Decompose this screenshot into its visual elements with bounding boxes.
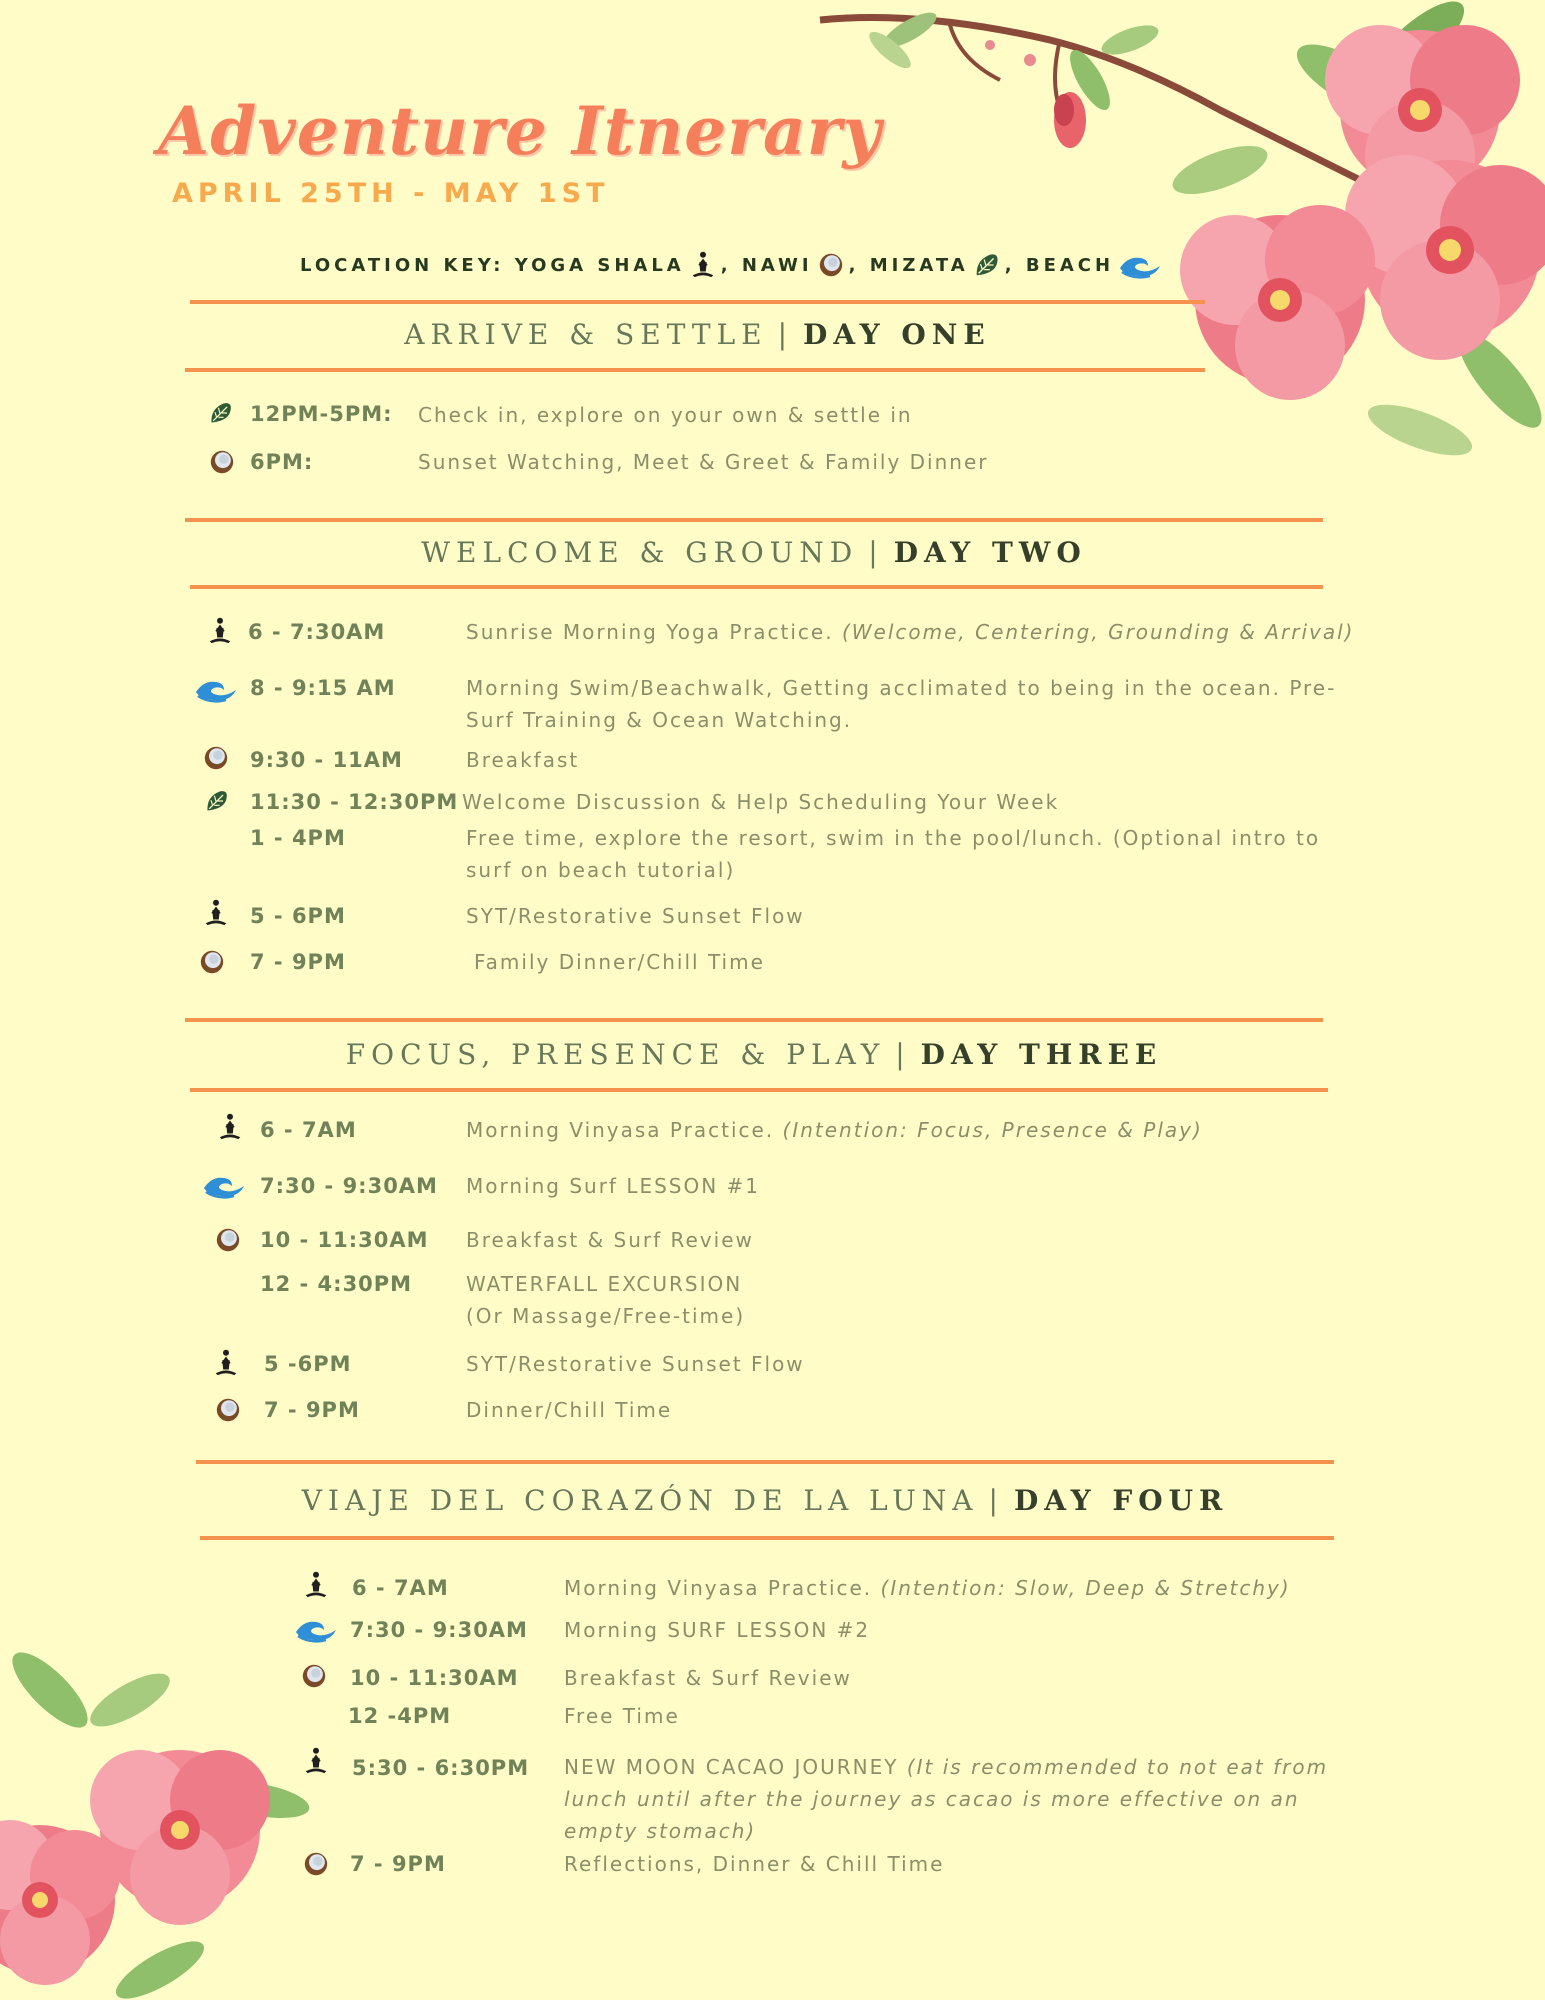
location-name: MIZATA [869, 254, 969, 276]
schedule-time: 12 - 4:30PM [260, 1272, 413, 1296]
day-number: DAY TWO [893, 536, 1087, 569]
schedule-time: 7 - 9PM [350, 1852, 446, 1876]
schedule-time: 11:30 - 12:30PM [250, 790, 459, 814]
day-number: DAY THREE [920, 1038, 1163, 1071]
schedule-time: 6 - 7AM [352, 1576, 449, 1600]
yoga-pose-icon [202, 894, 230, 932]
activity-note: (Intention: Slow, Deep & Stretchy) [880, 1576, 1291, 1600]
coconut-icon [202, 744, 230, 772]
day-theme: VIAJE DEL CORAZÓN DE LA LUNA [301, 1484, 979, 1517]
coconut-icon [300, 1662, 328, 1690]
divider [200, 1536, 1334, 1540]
schedule-description: SYT/Restorative Sunset Flow [466, 1352, 805, 1376]
coconut-icon [214, 1226, 242, 1254]
location-key-yoga-shala [515, 246, 732, 284]
schedule-description: Free time, explore the resort, swim in the pool/lunch. (Optional intro to surf on beach tutorial) [466, 826, 1321, 882]
wave-icon [194, 674, 238, 704]
location-key [300, 245, 1166, 285]
location-name: YOGA SHALA [514, 254, 685, 276]
divider [196, 1460, 1334, 1464]
yoga-pose-icon [212, 1344, 240, 1382]
wave-icon [294, 1614, 338, 1644]
activity-note: (Welcome, Centering, Grounding & Arrival) [841, 620, 1355, 644]
location-key-beach [1026, 250, 1166, 280]
schedule-description: Morning Surf LESSON #1 [466, 1174, 761, 1198]
schedule-time: 7:30 - 9:30AM [350, 1618, 528, 1642]
schedule-description: Welcome Discussion & Help Scheduling Your Week [462, 790, 1060, 814]
monstera-leaf-icon [204, 788, 230, 814]
flower-bottom-left-illustration [0, 1640, 320, 2000]
yoga-pose-icon [216, 1108, 244, 1146]
yoga-pose-icon [302, 1566, 330, 1604]
coconut-icon [198, 948, 226, 976]
yoga-pose-icon [206, 612, 234, 650]
day-theme: WELCOME & GROUND [421, 536, 859, 569]
divider [185, 1018, 1323, 1022]
schedule-description: Morning SURF LESSON #2 [564, 1618, 871, 1642]
divider [185, 368, 1205, 372]
separator: , [720, 254, 732, 276]
schedule-time: 7 - 9PM [264, 1398, 360, 1422]
location-key-label: LOCATION KEY: [300, 254, 505, 276]
schedule-description: Breakfast & Surf Review [564, 1666, 852, 1690]
day-number: DAY ONE [803, 318, 991, 351]
day-two-heading: WELCOME & GROUND | DAY TWO [421, 536, 1087, 569]
activity: Morning Vinyasa Practice. [466, 1118, 775, 1142]
schedule-description: Breakfast [466, 748, 580, 772]
wave-icon [202, 1170, 246, 1200]
schedule-time: 6PM: [250, 450, 314, 474]
location-key-nawi [742, 251, 860, 279]
activity-note: (It is recommended to not eat from lunch until after the journey as cacao is more effective on an empty stomach) [564, 1755, 1329, 1843]
monstera-leaf-icon [208, 400, 234, 426]
schedule-description: Check in, explore on your own & settle in [418, 403, 913, 427]
schedule-time: 1 - 4PM [250, 826, 346, 850]
location-key-mizata [870, 251, 1016, 279]
separator: , [1004, 254, 1016, 276]
schedule-time: 9:30 - 11AM [250, 748, 403, 772]
schedule-description [564, 1572, 1444, 1604]
day-theme: FOCUS, PRESENCE & PLAY [345, 1038, 886, 1071]
yoga-pose-icon [302, 1742, 330, 1780]
schedule-description: Sunset Watching, Meet & Greet & Family Dinner [418, 450, 989, 474]
schedule-description: Free Time [564, 1704, 680, 1728]
schedule-description [564, 1751, 1364, 1847]
schedule-time: 7 - 9PM [250, 950, 346, 974]
schedule-time: 5 -6PM [264, 1352, 352, 1376]
schedule-description: WATERFALL EXCURSION [466, 1272, 743, 1296]
date-range: APRIL 25TH - MAY 1ST [172, 178, 610, 209]
page-title: Adventure Itnerary [158, 92, 882, 170]
coconut-icon [302, 1850, 330, 1878]
activity: Morning Vinyasa Practice. [564, 1576, 873, 1600]
day-one-heading: ARRIVE & SETTLE | DAY ONE [404, 318, 991, 351]
schedule-description: SYT/Restorative Sunset Flow [466, 904, 805, 928]
location-name: BEACH [1025, 254, 1115, 276]
schedule-time: 6 - 7:30AM [248, 620, 386, 644]
yoga-pose-icon [689, 246, 717, 284]
day-number: DAY FOUR [1013, 1484, 1229, 1517]
separator: , [848, 254, 860, 276]
divider [190, 300, 1205, 304]
divider [190, 1088, 1328, 1092]
schedule-description: Reflections, Dinner & Chill Time [564, 1852, 945, 1876]
coconut-icon [817, 251, 845, 279]
divider [185, 518, 1323, 522]
schedule-time: 12 -4PM [348, 1704, 452, 1728]
schedule-time: 10 - 11:30AM [350, 1666, 519, 1690]
schedule-description [466, 616, 1355, 648]
divider [190, 585, 1323, 589]
wave-icon [1118, 250, 1162, 280]
schedule-description [466, 1114, 1346, 1146]
schedule-description: Breakfast & Surf Review [466, 1228, 754, 1252]
schedule-time: 8 - 9:15 AM [250, 676, 396, 700]
schedule-time: 5 - 6PM [250, 904, 346, 928]
schedule-description: Dinner/Chill Time [466, 1398, 673, 1422]
schedule-time: 5:30 - 6:30PM [352, 1756, 530, 1780]
activity-note: (Intention: Focus, Presence & Play) [782, 1118, 1203, 1142]
schedule-description: Morning Swim/Beachwalk, Getting acclimated to being in the ocean. Pre-Surf Training & Ocean Watching. [466, 676, 1337, 732]
schedule-time: 7:30 - 9:30AM [260, 1174, 438, 1198]
day-three-heading: FOCUS, PRESENCE & PLAY | DAY THREE [345, 1038, 1163, 1071]
activity: Sunrise Morning Yoga Practice. [466, 620, 834, 644]
schedule-time: 6 - 7AM [260, 1118, 357, 1142]
day-theme: ARRIVE & SETTLE [404, 318, 768, 351]
coconut-icon [214, 1396, 242, 1424]
schedule-description: Family Dinner/Chill Time [474, 950, 765, 974]
activity: NEW MOON CACAO JOURNEY [564, 1755, 899, 1779]
schedule-time: 10 - 11:30AM [260, 1228, 429, 1252]
monstera-leaf-icon [973, 251, 1001, 279]
coconut-icon [208, 448, 236, 476]
day-four-heading: VIAJE DEL CORAZÓN DE LA LUNA | DAY FOUR [301, 1484, 1229, 1517]
schedule-time: 12PM-5PM: [250, 402, 393, 426]
location-name: NAWI [741, 254, 813, 276]
schedule-description-alt: (Or Massage/Free-time) [466, 1304, 746, 1328]
